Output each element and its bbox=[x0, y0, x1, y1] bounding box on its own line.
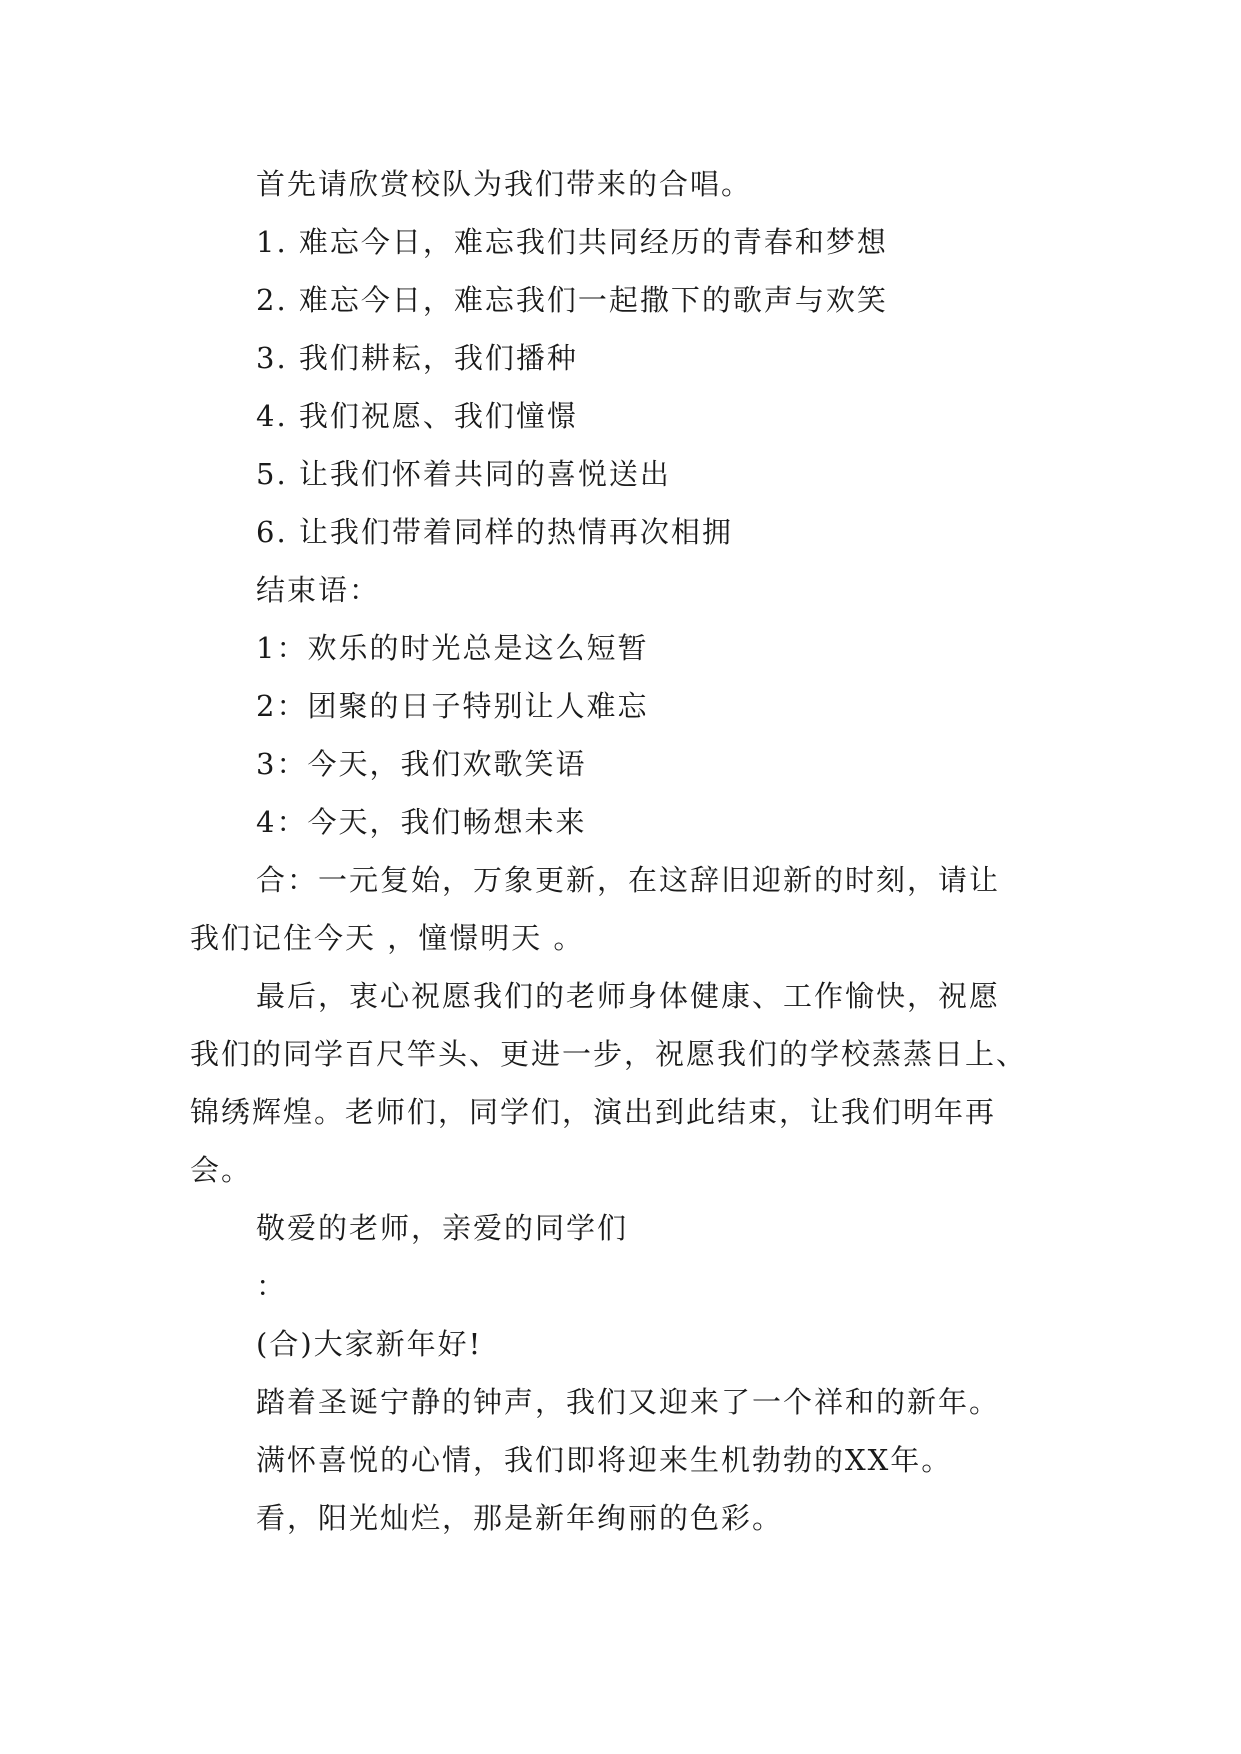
list-item: 3：今天，我们欢歌笑语 bbox=[256, 747, 587, 781]
list-item: 2：团聚的日子特别让人难忘 bbox=[256, 689, 649, 723]
paragraph-line: 我们的同学百尺竿头、更进一步，祝愿我们的学校蒸蒸日上、 bbox=[190, 1037, 1028, 1071]
text-line: 看，阳光灿烂，那是新年绚丽的色彩。 bbox=[256, 1501, 784, 1535]
list-item: 4：今天，我们畅想未来 bbox=[256, 805, 587, 839]
paragraph-line: 我们记住今天 ，憧憬明天 。 bbox=[190, 921, 585, 955]
text-line: 首先请欣赏校队为我们带来的合唱。 bbox=[256, 167, 753, 201]
section-heading: 结束语： bbox=[256, 573, 381, 607]
colon-line: ： bbox=[256, 1269, 288, 1303]
list-item: 6. 让我们带着同样的热情再次相拥 bbox=[256, 515, 733, 549]
text-line: (合)大家新年好! bbox=[256, 1327, 483, 1361]
list-item: 5. 让我们怀着共同的喜悦送出 bbox=[256, 457, 671, 491]
list-item: 4. 我们祝愿、我们憧憬 bbox=[256, 399, 578, 433]
text-line: 踏着圣诞宁静的钟声，我们又迎来了一个祥和的新年。 bbox=[256, 1385, 1001, 1419]
list-item: 1：欢乐的时光总是这么短暂 bbox=[256, 631, 649, 665]
paragraph-line: 锦绣辉煌。老师们，同学们，演出到此结束，让我们明年再 bbox=[190, 1095, 997, 1129]
text-line: 满怀喜悦的心情，我们即将迎来生机勃勃的XX年。 bbox=[256, 1443, 953, 1477]
paragraph-line: 会。 bbox=[190, 1153, 253, 1187]
paragraph-line: 合：一元复始，万象更新，在这辞旧迎新的时刻，请让 bbox=[256, 863, 1001, 897]
document-body bbox=[190, 155, 1070, 1547]
list-item: 1. 难忘今日，难忘我们共同经历的青春和梦想 bbox=[256, 225, 888, 259]
list-item: 2. 难忘今日，难忘我们一起撒下的歌声与欢笑 bbox=[256, 283, 888, 317]
list-item: 3. 我们耕耘，我们播种 bbox=[256, 341, 578, 375]
greeting-line: 敬爱的老师，亲爱的同学们 bbox=[256, 1211, 629, 1245]
paragraph-line: 最后，衷心祝愿我们的老师身体健康、工作愉快，祝愿 bbox=[256, 979, 1001, 1013]
paragraph-closing bbox=[190, 967, 1070, 1199]
paragraph-chorus bbox=[190, 851, 1070, 967]
